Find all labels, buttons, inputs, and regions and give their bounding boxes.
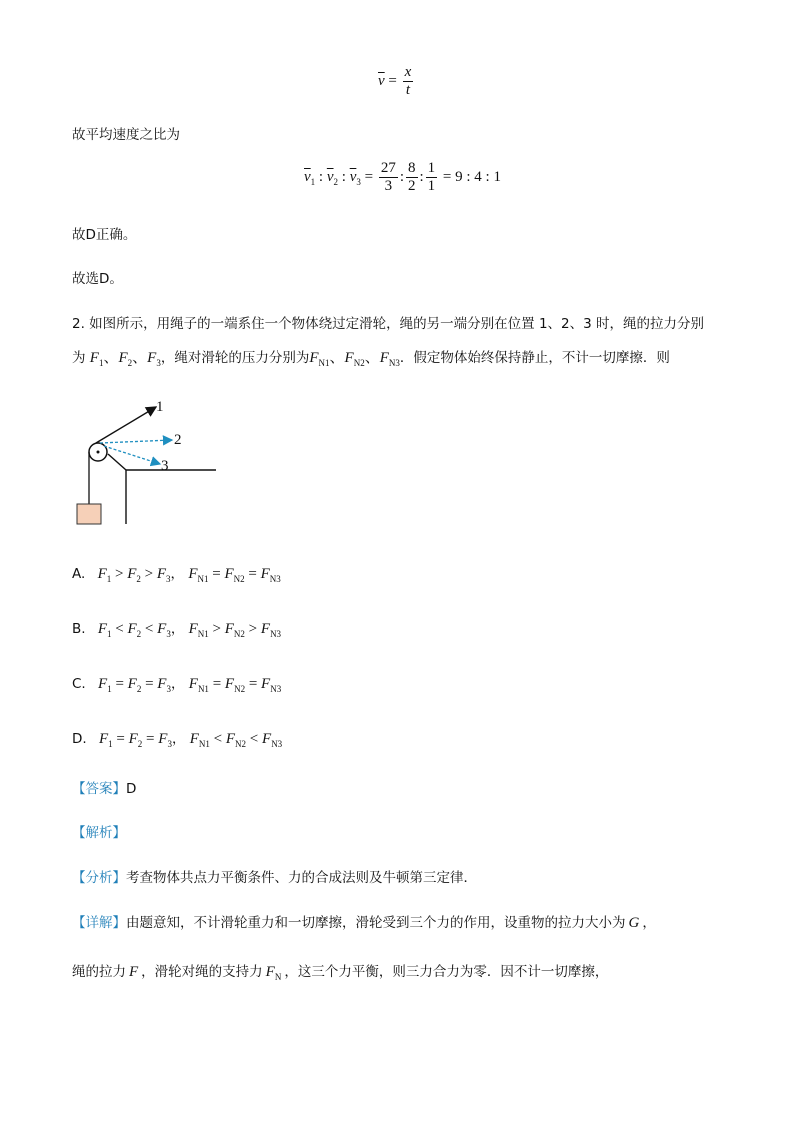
fenxi-line: [72, 866, 477, 886]
den: 3: [384, 178, 393, 194]
fraction-8-2: [406, 160, 418, 195]
rope-position-2: [100, 440, 172, 443]
symbol-f: F: [129, 964, 139, 980]
colon: :: [341, 168, 346, 185]
fn-sub: N: [274, 972, 282, 982]
option-b-normals: $F_{N1} > F_{N2} > F_{N3}$: [188, 621, 282, 639]
option-b[interactable]: B. $F_1 < F_2 < F_3$， $F_{N1} > F_{N2} > F_{N3}$: [72, 621, 282, 639]
symbol-fn: [266, 964, 282, 980]
label-2: 2: [174, 432, 182, 448]
option-c-normals: $F_{N1} = F_{N2} = F_{N3}$: [188, 676, 282, 694]
equation-velocity-ratio: [304, 160, 501, 195]
v1-sub: 1: [310, 176, 316, 187]
option-a-forces: $F_1 > F_2 > F_3$: [97, 566, 171, 584]
option-d-normals: $F_{N1} < F_{N2} < F_{N3}$: [189, 731, 283, 749]
support-bracket: [108, 454, 126, 470]
fenxi-text: 考查物体共点力平衡条件、力的合成法则及牛顿第三定律．: [126, 870, 477, 886]
label-1: 1: [156, 399, 164, 415]
fraction-27-3: [379, 160, 398, 195]
colon: :: [399, 168, 404, 185]
v3-symbol: $\overline{v}$: [349, 168, 357, 185]
option-letter: A.: [72, 566, 86, 582]
denominator: t: [405, 82, 411, 98]
analysis-line: [72, 821, 126, 841]
text-d-correct: 故D正确。: [72, 227, 137, 243]
pulley-axle: [97, 451, 100, 454]
equals-sign: =: [388, 72, 397, 89]
fraction-1-1: [426, 160, 438, 195]
colon: :: [419, 168, 424, 185]
comma: ，: [642, 915, 656, 931]
q-text-b: ，绳对滑轮的压力分别为: [160, 350, 310, 366]
equation-average-velocity: [378, 64, 415, 99]
xiangjie-line-2: [72, 960, 608, 981]
fraction-x-over-t: [403, 64, 414, 99]
q-text-c: ．假定物体始终保持静止，不计一切摩擦．则: [399, 350, 670, 366]
symbol-g: G: [628, 915, 640, 931]
force-list: $F_1$、$F_2$、$F_3$: [89, 350, 161, 368]
ratio-result: = 9 : 4 : 1: [442, 168, 501, 185]
answer-line: [72, 777, 136, 797]
option-c[interactable]: C. $F_1 = F_2 = F_3$， $F_{N1} = F_{N2} = F_{N3}$: [72, 676, 282, 694]
num: 1: [427, 160, 436, 176]
xiangjie-tag: 【详解】: [72, 915, 126, 931]
option-letter: C.: [72, 676, 86, 692]
xiangjie-text-2c: ，这三个力平衡，则三力合力为零．因不计一切摩擦，: [284, 964, 609, 980]
pulley-diagram: [70, 392, 230, 532]
v-bar: $\overline{v}$: [378, 72, 385, 89]
option-a-normals: $F_{N1} = F_{N2} = F_{N3}$: [188, 566, 281, 584]
rope-position-3: [104, 446, 160, 464]
option-d-forces: $F_1 = F_2 = F_3$: [98, 731, 172, 749]
option-c-forces: $F_1 = F_2 = F_3$: [98, 676, 171, 694]
den: 2: [408, 178, 416, 194]
option-d[interactable]: D. $F_1 = F_2 = F_3$， $F_{N1} < F_{N2} < F_{N3}$: [72, 731, 283, 749]
v1-symbol: $\overline{v}$: [304, 168, 311, 185]
normal-force-list: $F_{N1}$、$F_{N2}$、$F_{N3}$: [309, 350, 400, 368]
xiangjie-text-2b: ，滑轮对绳的支持力: [141, 964, 263, 980]
label-3: 3: [161, 458, 169, 474]
option-letter: B.: [72, 621, 86, 637]
question-line-1: 2. 如图所示，用绳子的一端系住一个物体绕过定滑轮，绳的另一端分别在位置 1、2、3 时，绳的拉力分别: [72, 316, 705, 332]
v2-symbol: $\overline{v}$: [326, 168, 334, 185]
colon: :: [318, 168, 324, 185]
num: 27: [380, 160, 396, 176]
rope-position-1: [96, 407, 156, 443]
v3-sub: 3: [356, 176, 361, 187]
question-line-2: [72, 346, 670, 367]
equals: =: [364, 168, 374, 185]
v2-sub: 2: [333, 176, 339, 187]
fn-letter: F: [265, 964, 275, 980]
option-a[interactable]: A. $F_1 > F_2 > F_3$， $F_{N1} = F_{N2} = F_{N3}$: [72, 566, 281, 584]
answer-value: D: [126, 781, 137, 797]
text-avg-velocity-ratio: 故平均速度之比为: [72, 127, 180, 143]
xiangjie-text-2a: 绳的拉力: [72, 964, 126, 980]
answer-tag: 【答案】: [72, 781, 126, 797]
option-b-forces: $F_1 < F_2 < F_3$: [97, 621, 171, 639]
num: 8: [408, 160, 416, 176]
den: 1: [427, 178, 436, 194]
fenxi-tag: 【分析】: [72, 870, 126, 886]
option-letter: D.: [72, 731, 87, 747]
xiangjie-line-1: [72, 911, 656, 932]
xiangjie-text-1: 由题意知，不计滑轮重力和一切摩擦，滑轮受到三个力的作用，设重物的拉力大小为: [126, 915, 626, 931]
q-text-a: 为: [72, 350, 86, 366]
analysis-tag: 【解析】: [72, 825, 126, 841]
numerator: x: [404, 64, 412, 80]
text-select-d: 故选D。: [72, 271, 123, 287]
block: [77, 504, 101, 524]
